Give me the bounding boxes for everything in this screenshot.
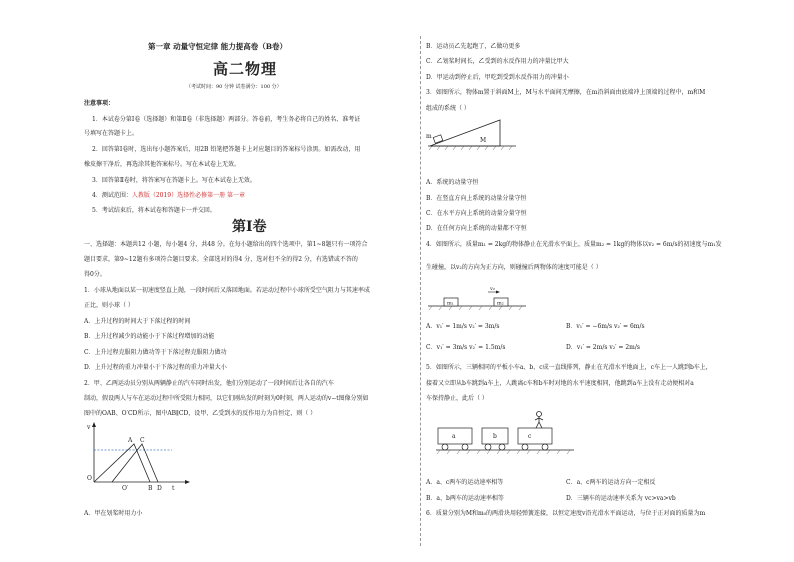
- label-big-m: M: [480, 137, 487, 144]
- q4-option-b: B．v₁′ = −6m/s v₂′ = 6m/s: [566, 323, 645, 330]
- q4-option-d: D．v₁′ = 2m/s v₂′ = 2m/s: [566, 344, 640, 351]
- q3-option-b: B．在竖直方向上系统的动量分量守恒: [426, 195, 527, 202]
- scope-red: 人教版（2019）选择性必修第一册 第一章: [131, 192, 246, 199]
- q3-option-a: A．系统的动量守恒: [426, 179, 479, 186]
- label-b: B: [148, 485, 153, 492]
- q5-option-a: A．a、c两车的运动速率相等: [426, 479, 504, 486]
- section1-line: 题目要求，第9~12题有多项符合题目要求。全部选对的得4 分，选对但不全的得2 分，有选错或不答的: [84, 256, 358, 263]
- label-v: v: [87, 424, 91, 431]
- label-a: A: [128, 437, 133, 444]
- q2-option-a: A．甲在划桨时用力小: [84, 510, 143, 517]
- q5-stem: 5．如图所示，三辆相同的平板小车a、b、c成一直线排列，静止在光滑水平地面上，c车上一人跳到b车上，: [426, 364, 712, 371]
- q5-stem: 车保持静止，此后（ ）: [426, 395, 488, 402]
- subject-title: 高二物理: [213, 60, 278, 78]
- note-line: 5．考试结束后，将本试卷和答题卡一并交回。: [92, 207, 216, 214]
- q1-stem: 正比，则小球（ ）: [84, 302, 134, 309]
- q1-option-c: C．上升过程克服阻力做功等于下落过程克服阻力做功: [84, 349, 227, 356]
- q3-option-c: C．在水平方向上系统的动量分量守恒: [426, 210, 527, 217]
- label-a: a: [452, 433, 456, 440]
- label-c: C: [140, 437, 145, 444]
- label-o-prime: O′: [122, 485, 129, 492]
- q2-stem: 制动，假设两人与车在运动过程中所受阻力相同，以它们刚出发的时刻为0时刻，两人运动的v−t图像分别如: [84, 395, 369, 402]
- note-line: 橡皮擦干净后，再选涂其他答案标号。写在本试卷上无效。: [84, 161, 241, 168]
- q3-option-d: D．在任何方向上系统的动量都不守恒: [426, 225, 527, 232]
- q5-stem: 接着又立即从b车跳到a车上，人跳离c车和b车时对地的水平速度相同，他跳到a车上没有走动便相对a: [426, 380, 694, 387]
- q4-option-c: C．v₁′ = 3m/s v₂′ = 1.5m/s: [426, 344, 506, 351]
- note-line: 号填写在答题卡上。: [84, 130, 139, 137]
- column-divider: [420, 36, 421, 546]
- note-line: 1．本试卷分第Ⅰ卷（选择题）和第Ⅱ卷（非选择题）两部分。答卷前，考生务必将自己的姓名、准考证: [92, 116, 361, 123]
- q2-stem: 图中的OAB、O′CD所示，图中AB∥CD，设甲、乙受到水的反作用力为自恒定，则（ ）: [84, 410, 317, 417]
- q5-option-d: D．三辆车的运动速率关系为 vc>va>vb: [566, 495, 676, 502]
- q1-stem: 1．小球从地面以某一初速度竖直上抛，一段时间后又落回地面。若运动过程中小球所受空气阻力与其速率成: [84, 287, 370, 294]
- q3-stem: 3．如图所示，物体m置于斜面M上，M与水平面间无摩擦，在m沿斜面由底端冲上顶端的过程中，m和M: [426, 89, 706, 96]
- label-t: t: [172, 485, 175, 492]
- note-line: 3．回答第Ⅱ卷时，将答案写在答题卡上。写在本试卷上无效。: [92, 177, 256, 184]
- q5-option-c: C．a、c两车的运动方向一定相反: [566, 479, 656, 486]
- exam-info: （考试时间：90 分钟 试卷满分：100 分）: [186, 84, 282, 90]
- q5-option-b: B．a、b两车的运动速率相等: [426, 495, 504, 502]
- label-d: D: [157, 485, 162, 492]
- q2-option-b: B．运动员乙先起跑了，乙做功更多: [426, 43, 521, 50]
- q1-option-a: A．上升过程的时间大于下落过程的时间: [84, 318, 191, 325]
- q6-stem: 6．质量分别为M和m₀的两滑块用轻弹簧连接，以恒定速度v沿光滑水平面运动，与位于正对面的质量为m: [426, 510, 706, 517]
- incline-m-big: [430, 120, 500, 146]
- chapter-title: 第一章 动量守恒定律 能力提高卷（B卷）: [148, 42, 288, 51]
- q4-stem: 4．如图所示，质量m₁ = 2kg的物体静止在光滑水平面上，质量m₂ = 1kg的物体以v₂ = 6m/s的初速度与m₁发: [426, 241, 722, 248]
- q4-option-a: A．v₁′ = 1m/s v₂′ = 3m/s: [426, 323, 500, 330]
- volume-title: 第Ⅰ卷: [232, 219, 267, 235]
- q2-option-c: C．乙划桨时间长，乙受到的水反作用力的冲量比甲大: [426, 58, 569, 65]
- q3-stem: 组成的系统（ ）: [426, 105, 470, 112]
- q2-stem: 2．甲、乙两运动员分别从两辆静止的汽车同时出发，他们分别运动了一段时间后让各自的汽车: [84, 380, 334, 387]
- q1-option-b: B．上升过程减少的动能小于下落过程增加的动能: [84, 333, 215, 340]
- section1-line: 一、选择题：本题共12 小题，每小题4 分，共48 分。在每小题给出的四个选项中，第1~8题只有一项符合: [84, 241, 368, 248]
- label-o: O: [87, 475, 92, 482]
- label-v2: v₂: [490, 286, 495, 292]
- section1-line: 得0分。: [84, 271, 106, 278]
- q1-option-d: D．上升过程的重力冲量小于下落过程的重力冲量大小: [84, 364, 227, 371]
- label-m2: m₂: [497, 300, 504, 307]
- q3-incline-figure: [428, 118, 518, 154]
- notes-title: 注意事项：: [84, 100, 115, 107]
- label-m1: m₁: [447, 300, 454, 307]
- cart-c: [518, 428, 552, 450]
- q2-vt-graph: [84, 422, 194, 492]
- q4-stem: 生碰撞，以v₂的方向为正方向，则碰撞后两物体的速度可能是（ ）: [426, 264, 602, 271]
- person-on-cart-c: [535, 412, 543, 429]
- note-scope: [92, 192, 245, 200]
- q4-collision-figure: [428, 286, 528, 312]
- label-small-m: m: [426, 133, 432, 140]
- note-line: 2．回答第Ⅰ卷时，选出每小题答案后，用2B 铅笔把答题卡上对应题目的答案标号涂黑。如需改动，用: [92, 146, 361, 153]
- label-b: b: [493, 433, 497, 440]
- q2-option-d: D．甲运动到停止后，甲吃到受到水反作用力的冲量小: [426, 74, 569, 81]
- q5-carts-figure: [436, 410, 576, 456]
- scope-prefix: 4．测试范围：: [92, 192, 132, 199]
- label-c: c: [528, 433, 532, 440]
